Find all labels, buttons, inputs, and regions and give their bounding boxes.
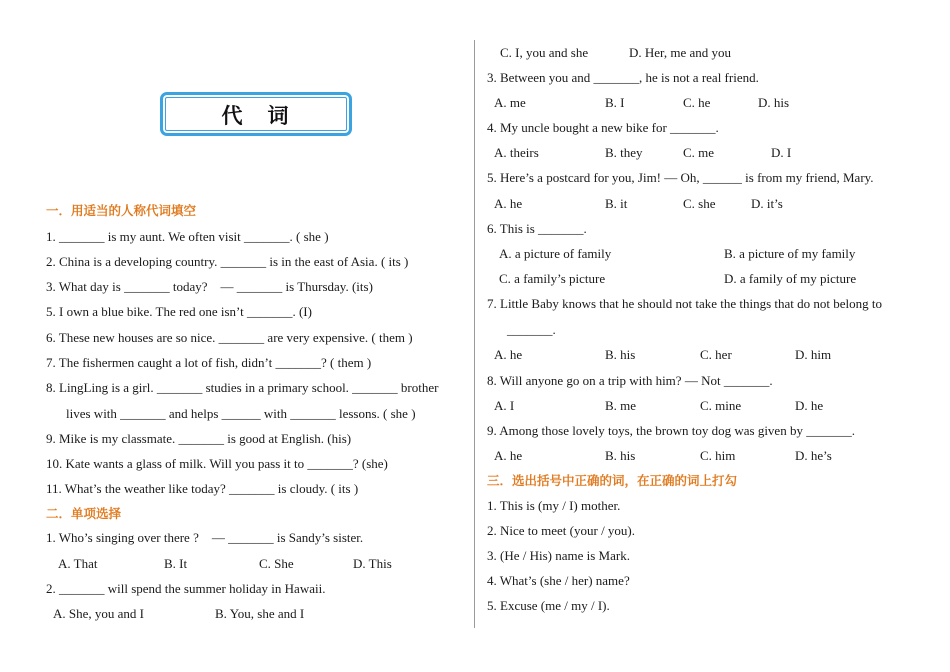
mc-q3-opt-b: B. I <box>605 95 625 110</box>
s3-item-2: 2. Nice to meet (your / you). <box>487 523 636 538</box>
mc-q6-opt-c: C. a family’s picture <box>499 271 606 286</box>
mc-q2-opt-d: D. Her, me and you <box>629 45 732 60</box>
s1-item-3: 3. What day is _______ today? — _______ is Thursday. (its) <box>46 279 373 294</box>
mc-q4-opt-d: D. I <box>771 145 792 160</box>
mc-q9-opt-c: C. him <box>700 448 736 463</box>
mc-q5-opt-b: B. it <box>605 196 628 211</box>
mc-q4-opt-c: C. me <box>683 145 715 160</box>
mc-q6-opt-d: D. a family of my picture <box>724 271 857 286</box>
mc-q8-opt-b: B. me <box>605 398 637 413</box>
mc-q9: 9. Among those lovely toys, the brown toy dog was given by _______. <box>487 423 855 438</box>
mc-q1-opt-c: C. She <box>259 556 294 571</box>
mc-q4: 4. My uncle bought a new bike for _______. <box>487 120 719 135</box>
mc-q8-opt-d: D. he <box>795 398 824 413</box>
s1-item-7: 7. The fishermen caught a lot of fish, didn’t _______? ( them ) <box>46 355 372 370</box>
s1-item-8: 8. LingLing is a girl. _______ studies in a primary school. _______ brother <box>46 380 439 395</box>
mc-q9-opt-d: D. he’s <box>795 448 832 463</box>
s1-item-1: 1. _______ is my aunt. We often visit _______. ( she ) <box>46 229 329 244</box>
mc-q2: 2. _______ will spend the summer holiday in Hawaii. <box>46 581 326 596</box>
s1-item-6: 6. These new houses are so nice. _______ are very expensive. ( them ) <box>46 330 413 345</box>
mc-q7: 7. Little Baby knows that he should not take the things that do not belong to <box>487 296 883 311</box>
s1-item-2: 2. China is a developing country. _______ is in the east of Asia. ( its ) <box>46 254 409 269</box>
mc-q2-opt-a: A. She, you and I <box>53 606 144 621</box>
mc-q2-opt-b: B. You, she and I <box>215 606 305 621</box>
mc-q5-opt-a: A. he <box>494 196 523 211</box>
s1-item-9: 9. Mike is my classmate. _______ is good at English. (his) <box>46 431 352 446</box>
mc-q6-opt-a: A. a picture of family <box>499 246 612 261</box>
mc-q1: 1. Who’s singing over there ? — _______ is Sandy’s sister. <box>46 530 364 545</box>
mc-q3: 3. Between you and _______, he is not a real friend. <box>487 70 759 85</box>
mc-q7-cont: _______. <box>507 322 556 337</box>
mc-q9-opt-a: A. he <box>494 448 523 463</box>
title-box <box>160 92 352 136</box>
s3-item-1: 1. This is (my / I) mother. <box>487 498 621 513</box>
mc-q1-opt-a: A. That <box>58 556 98 571</box>
mc-q7-opt-a: A. he <box>494 347 523 362</box>
s3-item-5: 5. Excuse (me / my / I). <box>487 598 610 613</box>
mc-q6-opt-b: B. a picture of my family <box>724 246 856 261</box>
column-divider <box>474 40 475 628</box>
mc-q8-opt-c: C. mine <box>700 398 742 413</box>
mc-q7-opt-d: D. him <box>795 347 832 362</box>
mc-q5-opt-c: C. she <box>683 196 716 211</box>
mc-q3-opt-d: D. his <box>758 95 790 110</box>
section-2-heading: 二．单项选择 <box>46 506 122 521</box>
mc-q7-opt-b: B. his <box>605 347 636 362</box>
mc-q3-opt-c: C. he <box>683 95 711 110</box>
mc-q1-opt-d: D. This <box>353 556 392 571</box>
mc-q1-opt-b: B. It <box>164 556 188 571</box>
s3-item-3: 3. (He / His) name is Mark. <box>487 548 630 563</box>
s1-item-5: 5. I own a blue bike. The red one isn’t _______. (I) <box>46 304 312 319</box>
section-3-heading: 三．选出括号中正确的词，在正确的词上打勾 <box>487 473 738 488</box>
s1-item-11: 11. What’s the weather like today? _______ is cloudy. ( its ) <box>46 481 359 496</box>
mc-q3-opt-a: A. me <box>494 95 526 110</box>
mc-q5: 5. Here’s a postcard for you, Jim! — Oh, ______ is from my friend, Mary. <box>487 170 874 185</box>
mc-q4-opt-a: A. theirs <box>494 145 539 160</box>
mc-q9-opt-b: B. his <box>605 448 636 463</box>
page-title: 代 词 <box>221 104 291 128</box>
mc-q6: 6. This is _______. <box>487 221 587 236</box>
mc-q8: 8. Will anyone go on a trip with him? — Not _______. <box>487 373 773 388</box>
section-1-heading: 一．用适当的人称代词填空 <box>46 203 197 218</box>
mc-q5-opt-d: D. it’s <box>751 196 783 211</box>
s3-item-4: 4. What’s (she / her) name? <box>487 573 630 588</box>
mc-q7-opt-c: C. her <box>700 347 732 362</box>
mc-q2-opt-c: C. I, you and she <box>500 45 589 60</box>
mc-q4-opt-b: B. they <box>605 145 643 160</box>
s1-item-10: 10. Kate wants a glass of milk. Will you pass it to _______? (she) <box>46 456 388 471</box>
s1-item-8-cont: lives with _______ and helps ______ with _______ lessons. ( she ) <box>66 406 416 421</box>
mc-q8-opt-a: A. I <box>494 398 515 413</box>
